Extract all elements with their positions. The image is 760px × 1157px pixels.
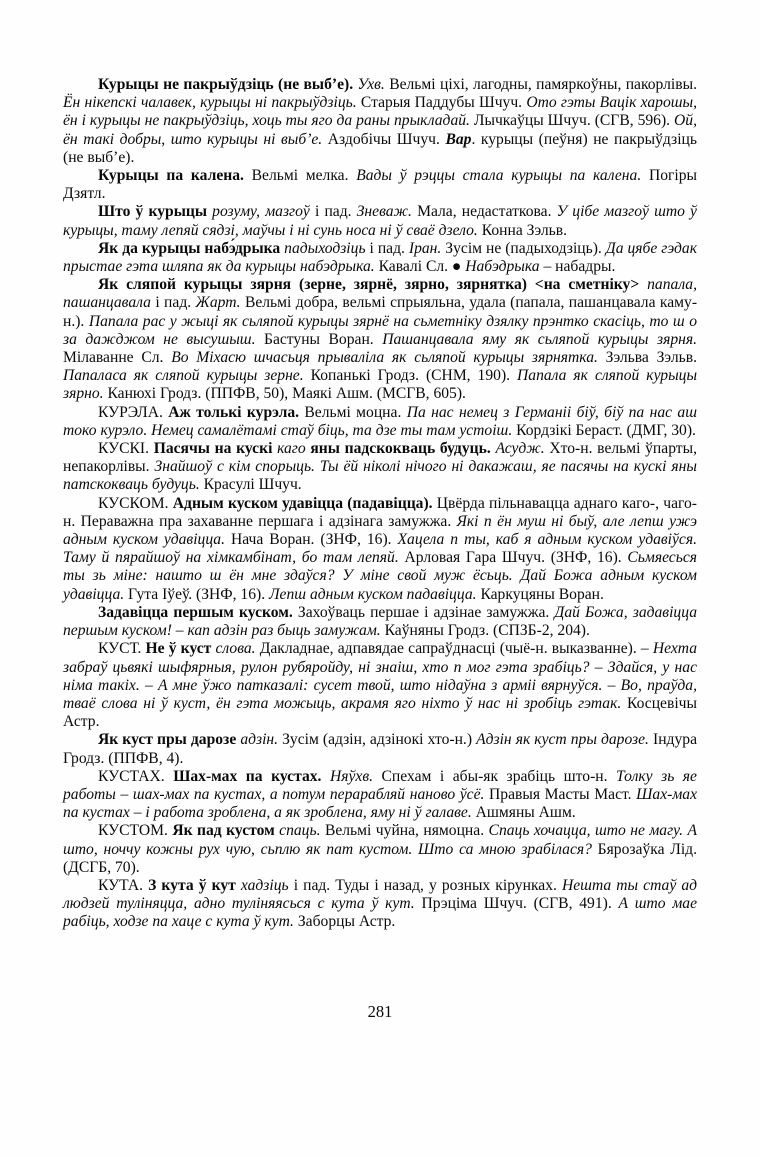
text-segment: Вельмі ціхі, лагодны, памяркоўны, пакорлівы. — [389, 76, 697, 93]
text-segment: Як пад кустом — [172, 822, 280, 840]
text-segment: Хацела п ты, каб я адным куском удавіўся. Таму й пярайшоў на хімкамбінат, бо там лепяй. — [63, 531, 698, 567]
text-segment: КУРЭЛА. — [98, 403, 169, 421]
text-segment: – набадры. — [543, 258, 616, 276]
text-segment: Асудж. — [495, 440, 550, 458]
text-segment: яны падскокваць будуць. — [310, 440, 496, 458]
text-segment: Вельмі мелка. — [251, 167, 357, 185]
text-segment: спаць. — [279, 822, 325, 840]
text-segment: КУТА. — [98, 876, 149, 894]
paragraph — [63, 604, 697, 640]
text-segment: Нача Воран. (ЗНФ, 16). — [230, 531, 398, 549]
text-segment: Зневаж. — [356, 203, 418, 221]
text-segment: Толку зь яе работы – шах-мах па кустах, а потум перарабляй наново ўсё. — [63, 767, 697, 803]
text-segment: Індура Гродз. (ППФВ, 4). — [63, 731, 697, 767]
text-segment: слова. — [215, 640, 260, 658]
paragraph — [63, 76, 697, 167]
text-segment: і пад. — [369, 239, 409, 257]
text-segment: Кавалі Сл. ● — [378, 258, 466, 276]
text-segment: Спаць хочацца, што не магу. А што, ноччу кожны рух чую, сьплю як пат кустом. Што са мною зрабілася? — [63, 822, 697, 858]
text-segment: хадзіць — [240, 876, 294, 894]
text-segment: Задавіцца першым куском. — [98, 603, 298, 621]
paragraph — [63, 877, 697, 932]
text-segment: Шах-мах па кустах. — [173, 767, 330, 785]
text-segment: А што мае рабіць, ходзе па хаце с кута ў кут. — [63, 895, 697, 931]
text-segment: КУСКІ. — [98, 440, 154, 458]
text-segment: Ашмяны Ашм. — [475, 804, 576, 822]
text-segment: Конна Зэльв. — [481, 221, 568, 239]
text-segment: Арловая Гара Шчуч. (ЗНФ, 16). — [404, 549, 628, 567]
text-segment: КУСТ. — [98, 640, 146, 658]
text-segment: Адзін як куст пры дарозе. — [476, 731, 653, 749]
text-segment: Погіры Дзятл. — [63, 167, 698, 203]
text-segment: Бярозаўка Лід. (ДСГБ, 70). — [63, 840, 697, 876]
text-segment: розуму, мазгоў — [212, 203, 315, 221]
text-segment: У цібе мазгоў што ў курыцы, таму лепяй сядзі, маўчы і ні сунь носа ні ў сваё дзело. — [63, 203, 697, 239]
paragraph — [63, 167, 697, 203]
page-number: 281 — [367, 1002, 393, 1021]
text-segment: Папала рас у жыці як сьляпой курыцы зярнё на сьметніку дзялку прэнтко скасіць, то ш о за дажджом не высушыш. — [63, 312, 697, 348]
text-segment: Жарт. — [195, 294, 245, 312]
text-segment: Вар — [445, 130, 472, 148]
text-segment: і пад. — [314, 203, 357, 221]
text-segment: Каўняны Гродз. (СПЗБ-2, 204). — [384, 622, 590, 640]
text-segment: Што ў курыцы — [98, 203, 213, 221]
text-segment: Вады ў рэццы стала курыцы па калена. — [356, 167, 649, 185]
text-segment: і пад. — [155, 294, 196, 312]
text-segment: Вельмі чуйна, нямоцна. — [324, 822, 489, 840]
text-block — [63, 76, 697, 932]
text-segment: Знайшоў с кім спорыць. Ты ёй ніколі нічого ні дакажаш, яе пасячы на кускі яны патскокваць будуць. — [63, 458, 697, 494]
text-segment: Канюхі Гродз. (ППФВ, 50), Маякі Ашм. (МСГВ, 605). — [107, 385, 466, 403]
text-segment: Каркуцяны Воран. — [480, 585, 604, 603]
text-segment: – Нехта забраў цьвякі шыфярныя, рулон рубяройду, ні знаіш, хто п мог гэта зрабіць? – Здайся, у нас німа такіх. – А мне ўжо патказалі: сусет твой, што нідаўна з арміі вярнуўся. – Во, праўда, тваё слова ні ў куст, ён гэта можыць, акрамя яго ніхто ў нас ні зробіць гэтак. — [63, 640, 698, 712]
text-segment: Да цябе гэдак прыстае гэта шляпа як да курыцы набэдрыка. — [63, 239, 697, 276]
text-segment: Ён нікепскі чалавек, курыцы ні пакрыўдзіць. — [63, 94, 361, 112]
paragraph — [63, 495, 697, 604]
text-segment: папала, пашанцавала — [63, 276, 697, 312]
paragraph — [63, 440, 697, 495]
text-segment: і пад. Туды і назад, у розных кірунках. — [293, 876, 562, 894]
paragraph — [63, 240, 697, 276]
text-segment: Копанькі Гродз. (СНМ, 190). — [310, 367, 518, 385]
text-segment: Адным куском удавіцца (падавіцца). — [172, 494, 437, 512]
text-segment: Нешта ты стаў ад людзей туліняцца, адно туліняясься с кута ў кут. — [63, 876, 698, 913]
text-segment: Бастуны Воран. — [264, 330, 383, 348]
text-segment: Косцевічы Астр. — [63, 694, 697, 731]
text-segment: падыходзіць — [284, 239, 370, 257]
text-segment: Пашанцавала яму як сьляпой курыцы зярня. — [382, 330, 697, 348]
text-segment: Не ў куст — [145, 640, 216, 658]
text-segment: Ухв. — [357, 76, 390, 93]
text-segment: Мала, недастаткова. — [417, 203, 557, 221]
text-segment: Па нас немец з Германіі біў, біў па нас аш токо курэло. Немец самалётамі стаў біць, та дзе ты там устоіш. — [63, 403, 697, 439]
text-segment: Во Міхасю шчасьця прываліла як сьляпой курыцы зярнятка. — [171, 349, 606, 367]
text-segment: КУСКОМ. — [98, 494, 173, 512]
text-segment: Папаласа як сляпой курыцы зерне. — [63, 367, 311, 385]
text-segment: Папала як сляпой курыцы зярно. — [63, 367, 698, 403]
text-segment: Старыя Паддубы Шчуч. — [360, 94, 527, 112]
paragraph — [63, 640, 697, 731]
text-segment: Аж толькі курэла. — [168, 403, 305, 421]
text-segment: Хто-н. вельмі ўпарты, непакорлівы. — [63, 440, 697, 476]
paragraph — [63, 822, 697, 877]
paragraph — [63, 731, 697, 767]
text-segment: адзін. — [240, 731, 283, 749]
text-segment: каго — [277, 440, 311, 458]
text-segment: Шах-мах па кустах – і работа зроблена, а як зроблена, яму ні ў галаве. — [63, 785, 698, 822]
paragraph — [63, 768, 697, 823]
text-segment: Захоўваць першае і адзінае замужжа. — [297, 603, 555, 621]
text-segment: Зэльва Зэльв. — [605, 349, 697, 367]
text-segment: Кордзікі Бераст. (ДМГ, 30). — [516, 421, 696, 439]
text-segment: Вельмі добра, вельмі спрыяльна, удала (папала, пашанцавала каму-н.). — [63, 294, 698, 330]
text-segment: Зусім не (падыходзіць). — [445, 239, 606, 257]
text-segment: Як сляпой курыцы зярня (зерне, зярнё, зярно, зярнятка) <на сметніку> — [98, 276, 648, 294]
text-segment: Заборцы Астр. — [297, 913, 396, 931]
text-segment: Як куст пры дарозе — [98, 731, 241, 749]
text-segment: Мілаванне Сл. — [63, 349, 172, 367]
paragraph — [63, 276, 697, 403]
text-segment: Лепш адным куском падавіцца. — [269, 585, 481, 603]
text-segment: Ото гэты Вацік харошы, ён і курыцы не пакрыўдзіць, хоць ты яго да раны прыкладай. — [63, 94, 697, 130]
text-segment: Дакладнае, адпавядае сапраўднасці (чыё-н. выказванне). — [259, 640, 641, 658]
text-segment: . курыцы (пеўня) не пакрыўдзіць (не выб’е). — [63, 130, 697, 166]
text-segment: Курыцы па калена. — [98, 167, 252, 185]
paragraph — [63, 203, 697, 239]
text-segment: КУСТОМ. — [98, 822, 173, 840]
text-segment: Правыя Масты Маст. — [489, 785, 637, 803]
text-segment: Зусім (адзін, адзінокі хто-н.) — [282, 731, 477, 749]
text-segment: Ой, ён такі добры, што курыцы ні выб’е. — [63, 112, 698, 148]
text-segment: Аздобічы Шчуч. — [327, 130, 446, 148]
text-segment: Вельмі моцна. — [304, 403, 407, 421]
text-segment: Лычкаўцы Шчуч. (СГВ, 596). — [473, 112, 675, 130]
text-segment: Прэціма Шчуч. (СГВ, 491). — [421, 895, 619, 913]
text-segment: Які п ён муш ні быў, але лепш ужэ адным куском удавіцца. — [63, 512, 697, 549]
text-segment: З кута ў кут — [148, 876, 241, 894]
text-segment: Няўхв. — [329, 767, 382, 785]
text-segment: Сьмяесься ты зь міне: нашто ш ён мне здаўся? У міне свой муж ёсьць. Дай Божа адным куском удавіцца. — [63, 549, 697, 603]
text-segment: Красулі Шчуч. — [203, 476, 302, 494]
text-segment: Курыцы не пакрыўдзіць (не выб’е). — [98, 76, 358, 93]
text-segment: Набэдрыка — [465, 258, 544, 276]
text-segment: Цвёрда пільнавацца аднаго каго-, чаго-н. Пераважна пра захаванне першага і адзінага замужжа. — [63, 494, 698, 530]
text-segment: Як да курыцы набэ́дрыка — [98, 239, 285, 257]
text-segment: Дай Божа, задавіцца першым куском! – кап адзін раз быць замужам. — [63, 603, 697, 640]
text-segment: КУСТАХ. — [98, 767, 174, 785]
text-segment: Іран. — [408, 239, 446, 257]
text-segment: Пасячы на кускі — [153, 440, 278, 458]
text-segment: Спехам і абы-як зрабіць што-н. — [381, 767, 617, 785]
paragraph — [63, 404, 697, 440]
text-segment: Гута Іўеў. (ЗНФ, 16). — [128, 585, 269, 603]
